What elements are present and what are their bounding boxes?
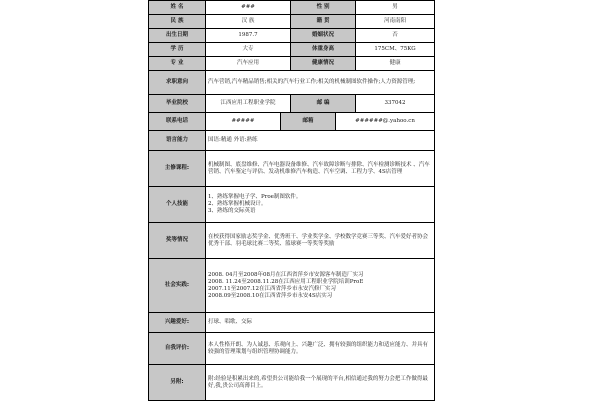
row-self-eval bbox=[149, 333, 435, 365]
zip-label: 邮 编 bbox=[291, 95, 356, 113]
other-text: 附:经验是积累出来的,希望贵公司能给我一个展现的平台,相信通过我的努力会把工作做得最好,我,贵公司高薄目上。 bbox=[206, 365, 435, 401]
intent-label: 求职意向 bbox=[149, 71, 206, 95]
row-skills bbox=[149, 187, 435, 223]
row-school bbox=[149, 95, 435, 113]
gender-value: 男 bbox=[356, 1, 435, 15]
marital-label: 婚姻状况 bbox=[291, 29, 356, 43]
school-label: 毕业院校 bbox=[149, 95, 206, 113]
courses-text: 机械制图、底盘维修、汽车电器设备维修、汽车故障诊断与排除、汽车检测诊断技术 、汽车营销、汽车鉴定与评估、发动机维修汽车构造、汽车空调、工程力学、4S店管理 bbox=[206, 151, 435, 187]
row-other bbox=[149, 365, 435, 401]
row-ethnicity-hometown bbox=[149, 15, 435, 29]
hobbies-label: 兴趣爱好: bbox=[149, 313, 206, 333]
row-hobbies bbox=[149, 313, 435, 333]
row-courses bbox=[149, 151, 435, 187]
school-value: 江西应用工程职业学院 bbox=[206, 95, 291, 113]
resume-form bbox=[148, 0, 435, 401]
email-label: 邮箱 bbox=[281, 113, 336, 131]
phone-label: 联系电话 bbox=[149, 113, 206, 131]
skill-item: 1、熟练掌握电子学、Proe制图软件。 bbox=[208, 194, 302, 200]
hometown-label: 籍 贯 bbox=[291, 15, 356, 29]
row-awards bbox=[149, 223, 435, 259]
skills-label: 个人技能 bbox=[149, 187, 206, 223]
intent-text: 汽车营销,汽车精品销售;相关的汽车行业工作;相关的机械制图软件操作;人力资源管理; bbox=[206, 71, 435, 95]
birth-label: 出生日期 bbox=[149, 29, 206, 43]
ethnicity-label: 民 族 bbox=[149, 15, 206, 29]
row-name-gender bbox=[149, 1, 435, 15]
practice-item: 2008.09至2008.10在江西省萍乡市永安4S店实习 bbox=[208, 292, 333, 299]
marital-value: 否 bbox=[356, 29, 435, 43]
zip-value: 337042 bbox=[356, 95, 435, 113]
body-value: 175CM、75KG bbox=[356, 43, 435, 57]
self-eval-text: 本人性格开朗、为人诚恳、乐观向上、兴趣广泛、拥有较强的组织能力和适应能力、并具有较强的管理策划与组织管理协调能力。 bbox=[206, 333, 435, 365]
hobbies-text: 打球、唱歌、交际 bbox=[206, 313, 435, 333]
major-value: 汽车应用 bbox=[206, 57, 291, 71]
phone-value: ##### bbox=[206, 113, 281, 131]
education-label: 学 历 bbox=[149, 43, 206, 57]
language-text: 国语:精通 外语:熟练 bbox=[206, 131, 435, 151]
practice-item: 2008. 11.24至2008.11.28在江西应用工程职业学院培训ProE bbox=[208, 278, 364, 285]
ethnicity-value: 汉 族 bbox=[206, 15, 291, 29]
awards-text: 在校获得国家励志奖学金、优秀班干、学业奖学金、学校数学竞赛三等奖、汽车爱好者协会优秀干部、羽毛球比赛二等奖、篮球赛一等奖等奖励 bbox=[206, 223, 435, 259]
self-eval-label: 自我评价: bbox=[149, 333, 206, 365]
skills-list bbox=[206, 187, 435, 223]
courses-label: 主修课程: bbox=[149, 151, 206, 187]
birth-value: 1987.7 bbox=[206, 29, 291, 43]
language-label: 语言能力 bbox=[149, 131, 206, 151]
row-practice bbox=[149, 259, 435, 313]
row-language bbox=[149, 131, 435, 151]
awards-label: 奖等情况 bbox=[149, 223, 206, 259]
name-label: 姓 名 bbox=[149, 1, 206, 15]
education-value: 大专 bbox=[206, 43, 291, 57]
practice-item: 2007.11至2007.12在江西省萍乡市永安汽修厂实习 bbox=[208, 285, 336, 292]
row-intent bbox=[149, 71, 435, 95]
practice-label: 社会实践: bbox=[149, 259, 206, 313]
email-value: ######@.yahoo.cn bbox=[336, 113, 435, 131]
body-label: 体重身高 bbox=[291, 43, 356, 57]
hometown-value: 河南南阳 bbox=[356, 15, 435, 29]
practice-item: 2008. 04月至2008年08月在江西省萍乡市安源客车制造厂实习 bbox=[208, 271, 364, 278]
skill-item: 3、熟练的交际英语 bbox=[208, 208, 256, 214]
skill-item: 2、熟练掌握机械设计。 bbox=[208, 201, 267, 207]
row-major-health bbox=[149, 57, 435, 71]
name-value: ### bbox=[206, 1, 291, 15]
practice-list bbox=[206, 259, 435, 313]
health-label: 健康情况 bbox=[291, 57, 356, 71]
other-label: 另附: bbox=[149, 365, 206, 401]
row-birth-marital bbox=[149, 29, 435, 43]
row-contact bbox=[149, 113, 435, 131]
health-value: 健康 bbox=[356, 57, 435, 71]
major-label: 专 业 bbox=[149, 57, 206, 71]
row-education-body bbox=[149, 43, 435, 57]
gender-label: 性 别 bbox=[291, 1, 356, 15]
